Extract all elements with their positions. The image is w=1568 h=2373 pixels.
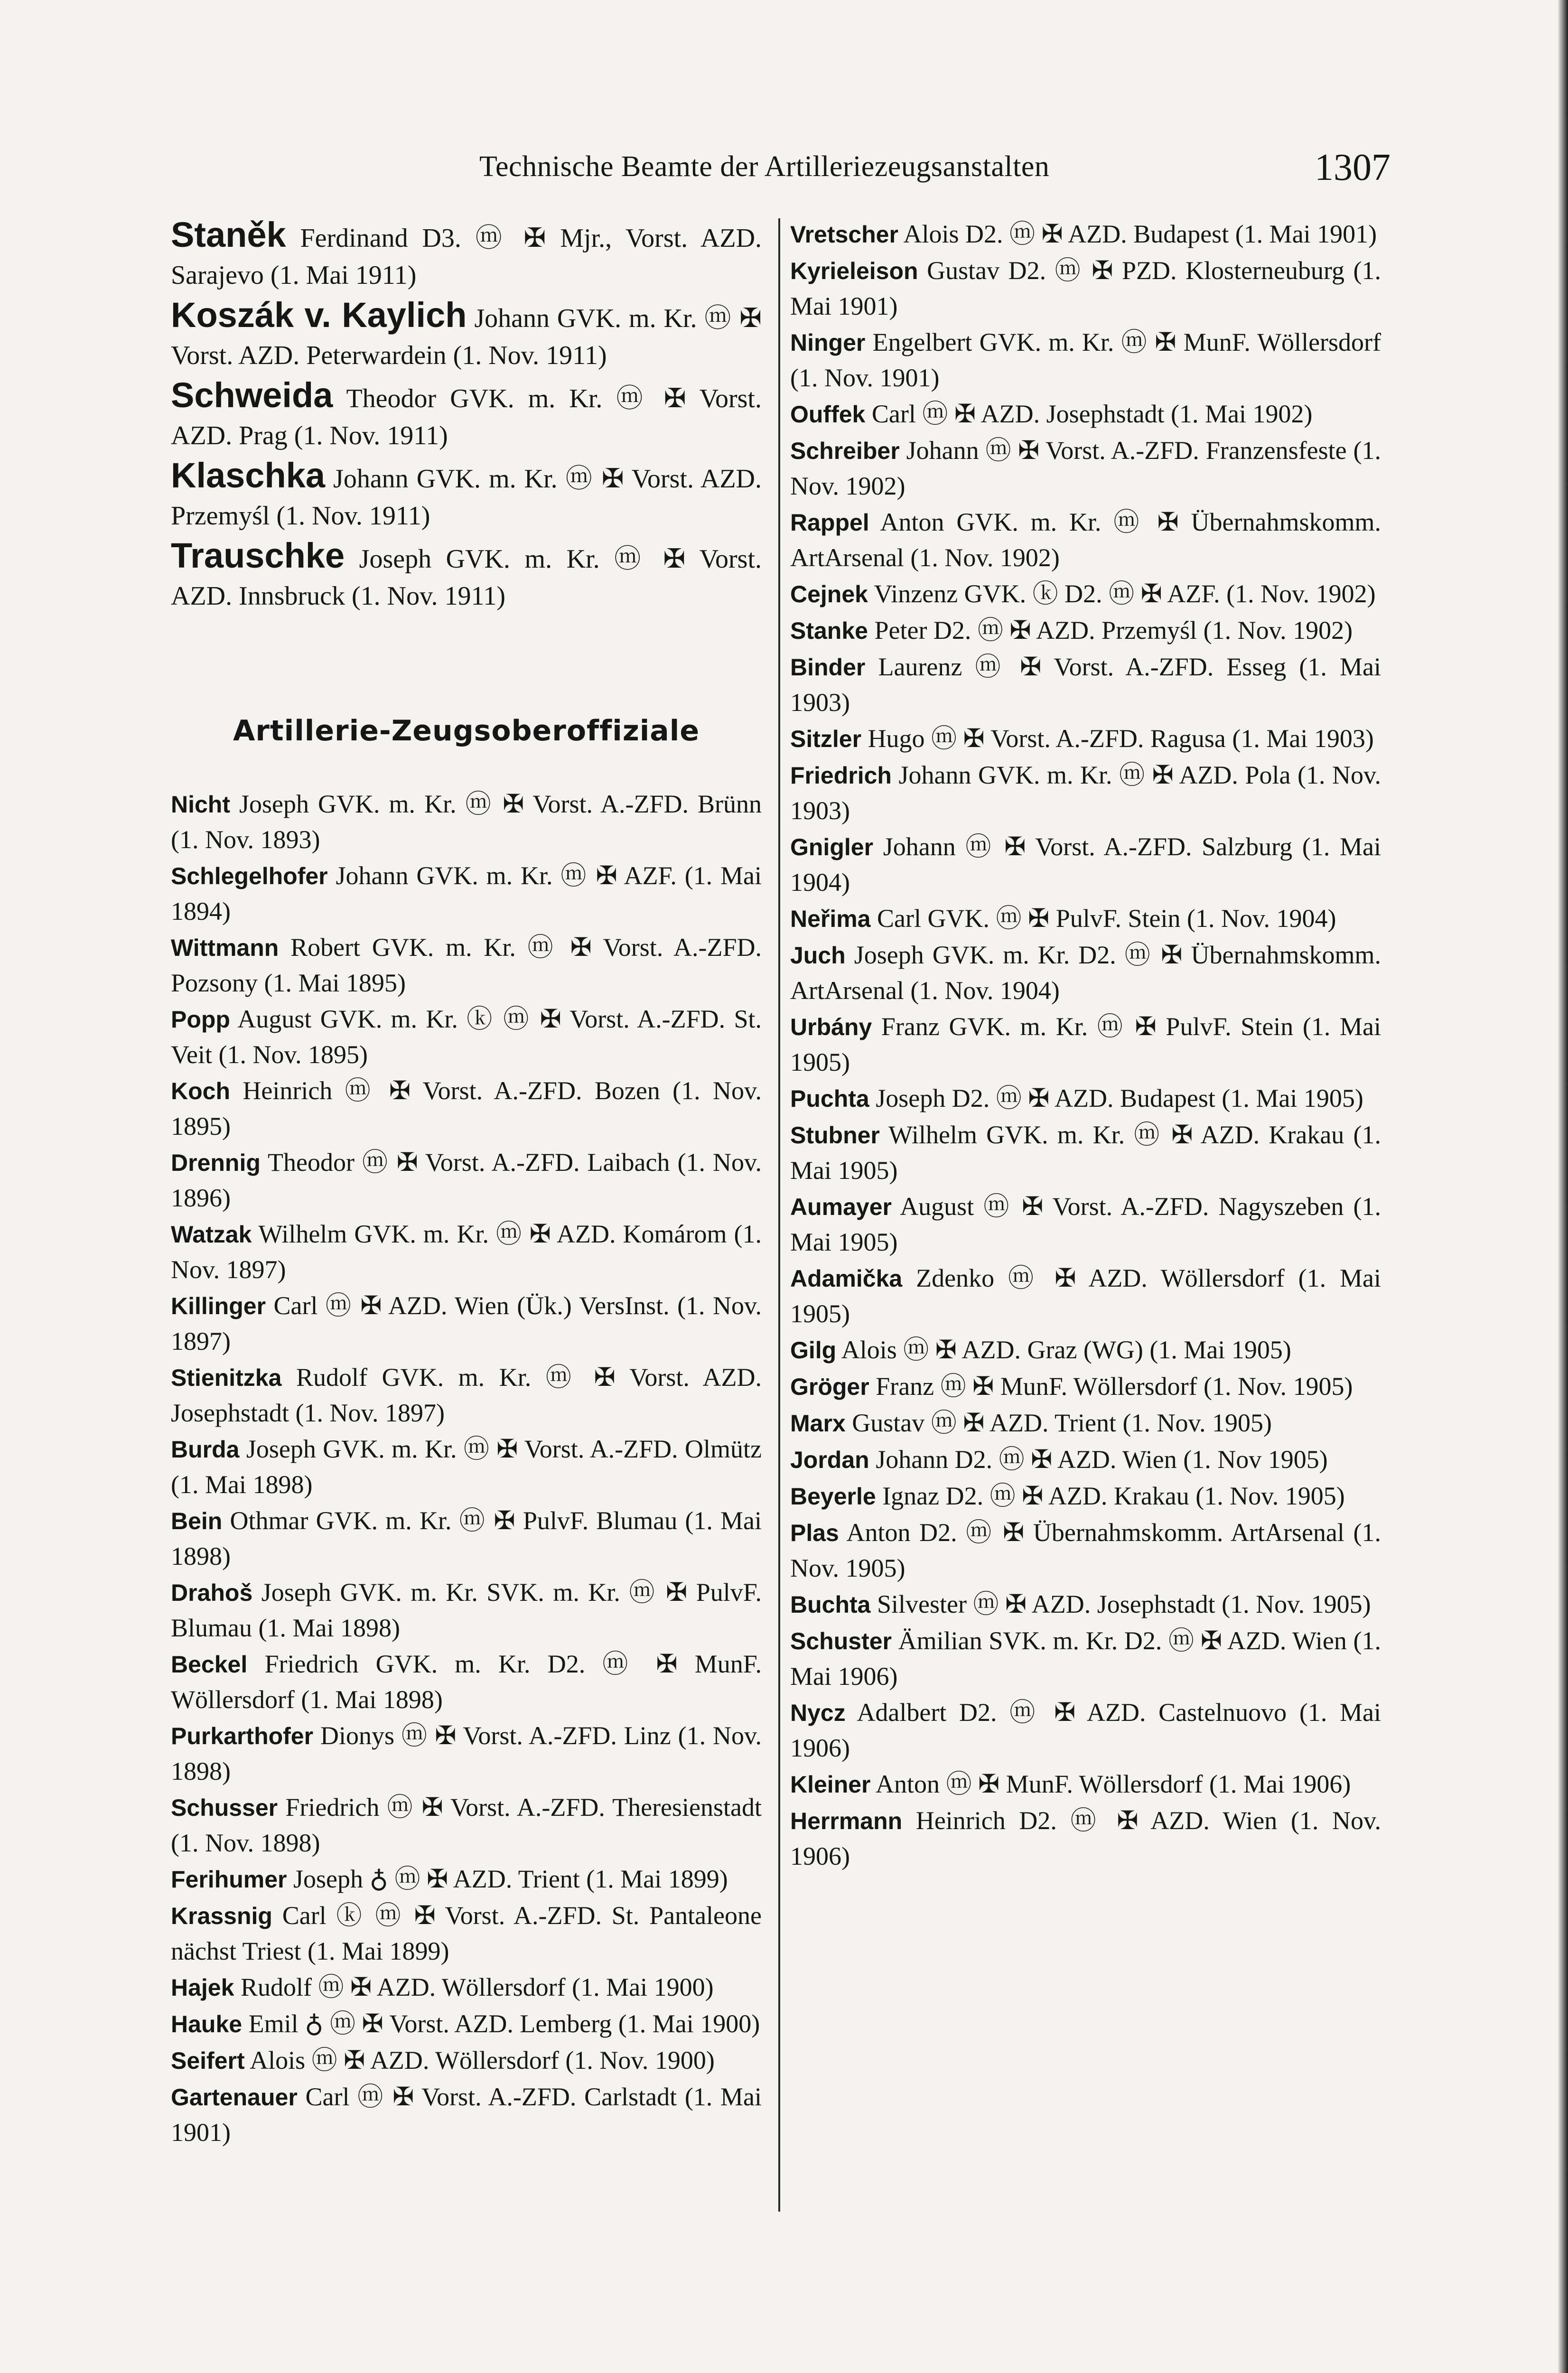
entry-details: Emil ♁ ⓜ ✠ Vorst. AZD. Lemberg (1. Mai 1900) <box>248 2009 760 2038</box>
list-item <box>171 1360 762 1430</box>
list-item <box>790 937 1381 1008</box>
column-divider <box>778 218 780 2212</box>
entry-surname: Nicht <box>171 791 230 818</box>
entry-details: Franz GVK. m. Kr. ⓜ ✠ PulvF. Stein (1. Mai 1905) <box>790 1012 1381 1076</box>
entry-surname: Kyrieleison <box>790 258 918 284</box>
entry-details: Joseph GVK. m. Kr. ⓜ ✠ Vorst. A.-ZFD. Brünn (1. Nov. 1893) <box>171 790 762 854</box>
left-top-entry-list <box>171 216 762 615</box>
list-item <box>790 613 1381 648</box>
list-item <box>790 253 1381 324</box>
entry-details: Ämilian SVK. m. Kr. D2. ⓜ ✠ AZD. Wien (1. Mai 1906) <box>790 1626 1381 1691</box>
list-item <box>171 1145 762 1215</box>
list-item <box>171 1575 762 1645</box>
list-item <box>790 829 1381 900</box>
list-item <box>790 576 1381 612</box>
list-item <box>171 1431 762 1502</box>
entry-surname: Urbány <box>790 1014 872 1040</box>
list-item <box>171 457 762 534</box>
entry-surname: Koch <box>171 1078 230 1104</box>
entry-surname: Bein <box>171 1508 223 1534</box>
entry-surname: Drennig <box>171 1149 261 1176</box>
entry-surname: Schweida <box>171 375 333 415</box>
entry-details: Zdenko ⓜ ✠ AZD. Wöllersdorf (1. Mai 1905) <box>790 1264 1381 1328</box>
list-item <box>790 1766 1381 1802</box>
list-item <box>790 1587 1381 1622</box>
entry-surname: Seifert <box>171 2047 245 2074</box>
entry-surname: Klaschka <box>171 456 325 495</box>
list-item <box>171 1288 762 1359</box>
entry-surname: Popp <box>171 1006 230 1033</box>
entry-details: Joseph GVK. m. Kr. ⓜ ✠ Vorst. A.-ZFD. Olmütz (1. Mai 1898) <box>171 1435 762 1499</box>
list-item <box>171 1861 762 1897</box>
entry-surname: Schusser <box>171 1794 278 1821</box>
entry-details: Anton GVK. m. Kr. ⓜ ✠ Übernahmskomm. ArtArsenal (1. Nov. 1902) <box>790 508 1381 572</box>
entry-details: Hugo ⓜ ✠ Vorst. A.-ZFD. Ragusa (1. Mai 1903) <box>868 724 1374 753</box>
list-item <box>171 1216 762 1287</box>
entry-surname: Herrmann <box>790 1808 903 1834</box>
entry-details: Alois ⓜ ✠ AZD. Graz (WG) (1. Mai 1905) <box>841 1336 1291 1364</box>
entry-surname: Adamička <box>790 1265 903 1292</box>
entry-details: Joseph GVK. m. Kr. ⓜ ✠ Vorst. AZD. Innsbruck (1. Nov. 1911) <box>171 544 762 611</box>
list-item <box>790 325 1381 395</box>
entry-details: Joseph GVK. m. Kr. SVK. m. Kr. ⓜ ✠ PulvF. Blumau (1. Mai 1898) <box>171 1578 762 1642</box>
entry-details: Ignaz D2. ⓜ ✠ AZD. Krakau (1. Nov. 1905) <box>882 1482 1345 1510</box>
list-item <box>171 1001 762 1072</box>
list-item <box>171 858 762 929</box>
list-item <box>171 786 762 857</box>
list-item <box>171 1073 762 1144</box>
entry-surname: Koszák v. Kaylich <box>171 295 467 335</box>
entry-details: Rudolf GVK. m. Kr. ⓜ ✠ Vorst. AZD. Josephstadt (1. Nov. 1897) <box>171 1363 762 1427</box>
entry-surname: Juch <box>790 942 846 969</box>
entry-surname: Stienitzka <box>171 1364 282 1391</box>
list-item <box>790 1695 1381 1766</box>
entry-details: Gustav D2. ⓜ ✠ PZD. Klosterneuburg (1. Mai 1901) <box>790 256 1381 320</box>
entry-surname: Hajek <box>171 1974 234 2001</box>
list-item <box>171 930 762 1000</box>
list-item <box>790 1442 1381 1477</box>
section-heading: Artillerie-Zeugsoberoffiziale <box>233 714 700 747</box>
entry-details: Anton ⓜ ✠ MunF. Wöllersdorf (1. Mai 1906) <box>876 1770 1351 1798</box>
entry-surname: Kleiner <box>790 1771 871 1798</box>
list-item <box>790 1515 1381 1586</box>
entry-details: Peter D2. ⓜ ✠ AZD. Przemyśl (1. Nov. 1902) <box>874 616 1353 645</box>
list-item <box>171 297 762 374</box>
entry-details: Laurenz ⓜ ✠ Vorst. A.-ZFD. Esseg (1. Mai 1903) <box>790 653 1381 717</box>
entry-surname: Trauschke <box>171 536 345 575</box>
entry-surname: Neřima <box>790 906 871 932</box>
entry-surname: Puchta <box>790 1085 869 1112</box>
entry-surname: Buchta <box>790 1591 871 1618</box>
entry-details: Adalbert D2. ⓜ ✠ AZD. Castelnuovo (1. Mai 1906) <box>790 1698 1381 1762</box>
entry-surname: Sitzler <box>790 726 862 752</box>
entry-surname: Drahoš <box>171 1579 253 1606</box>
list-item <box>171 2079 762 2150</box>
entry-surname: Beckel <box>171 1651 248 1678</box>
entry-surname: Gröger <box>790 1373 869 1400</box>
entry-details: Carl ⓜ ✠ AZD. Wien (Ük.) VersInst. (1. Nov. 1897) <box>171 1291 762 1355</box>
entry-surname: Aumayer <box>790 1194 892 1220</box>
list-item <box>790 1478 1381 1514</box>
entry-surname: Hauke <box>171 2011 243 2037</box>
entry-surname: Ouffek <box>790 401 866 428</box>
entry-surname: Gnigler <box>790 834 874 860</box>
entry-details: Rudolf ⓜ ✠ AZD. Wöllersdorf (1. Mai 1900) <box>240 1973 714 2001</box>
entry-details: Friedrich GVK. m. Kr. D2. ⓜ ✠ MunF. Wöllersdorf (1. Mai 1898) <box>171 1650 762 1714</box>
list-item <box>171 2006 762 2042</box>
list-item <box>790 757 1381 828</box>
entry-details: Vinzenz GVK. ⓚ D2. ⓜ ✠ AZF. (1. Nov. 1902) <box>874 579 1376 608</box>
entry-details: Johann GVK. m. Kr. ⓜ ✠ Vorst. AZD. Przemyśl (1. Nov. 1911) <box>171 464 762 531</box>
list-item <box>790 649 1381 720</box>
entry-details: Silvester ⓜ ✠ AZD. Josephstadt (1. Nov. 1905) <box>877 1590 1371 1618</box>
entry-surname: Cejnek <box>790 581 868 607</box>
entry-details: Heinrich D2. ⓜ ✠ AZD. Wien (1. Nov. 1906) <box>790 1806 1381 1870</box>
entry-details: Johann ⓜ ✠ Vorst. A.-ZFD. Salzburg (1. Mai 1904) <box>790 832 1381 897</box>
entry-details: Carl ⓚ ⓜ ✠ Vorst. A.-ZFD. St. Pantaleone nächst Triest (1. Mai 1899) <box>171 1901 762 1965</box>
right-entry-list <box>790 216 1381 1874</box>
entry-details: Anton D2. ⓜ ✠ Übernahmskomm. ArtArsenal (1. Nov. 1905) <box>790 1518 1381 1582</box>
list-item <box>790 1261 1381 1331</box>
entry-details: Carl GVK. ⓜ ✠ PulvF. Stein (1. Nov. 1904) <box>877 904 1336 933</box>
entry-surname: Staněk <box>171 215 286 254</box>
entry-surname: Stanke <box>790 617 868 644</box>
entry-surname: Plas <box>790 1520 839 1546</box>
entry-details: Gustav ⓜ ✠ AZD. Trient (1. Nov. 1905) <box>852 1409 1272 1437</box>
entry-details: Franz ⓜ ✠ MunF. Wöllersdorf (1. Nov. 1905) <box>876 1372 1353 1401</box>
list-item <box>790 1405 1381 1441</box>
entry-details: Ferdinand D3. ⓜ ✠ Mjr., Vorst. AZD. Sarajevo (1. Mai 1911) <box>171 224 762 290</box>
entry-details: Wilhelm GVK. m. Kr. ⓜ ✠ AZD. Komárom (1. Nov. 1897) <box>171 1220 762 1284</box>
entry-surname: Marx <box>790 1410 846 1437</box>
list-item <box>790 1189 1381 1260</box>
entry-details: Othmar GVK. m. Kr. ⓜ ✠ PulvF. Blumau (1. Mai 1898) <box>171 1506 762 1570</box>
list-item <box>171 1646 762 1717</box>
list-item <box>171 216 762 294</box>
entry-surname: Killinger <box>171 1293 266 1319</box>
entry-surname: Binder <box>790 654 866 681</box>
entry-details: Robert GVK. m. Kr. ⓜ ✠ Vorst. A.-ZFD. Pozsony (1. Mai 1895) <box>171 933 762 997</box>
entry-details: Johann ⓜ ✠ Vorst. A.-ZFD. Franzensfeste (1. Nov. 1902) <box>790 436 1381 500</box>
list-item <box>171 2043 762 2078</box>
left-column <box>171 216 762 2151</box>
list-item <box>790 216 1381 252</box>
entry-surname: Jordan <box>790 1447 869 1473</box>
entry-details: Engelbert GVK. m. Kr. ⓜ ✠ MunF. Wöllersdorf (1. Nov. 1901) <box>790 328 1381 392</box>
entry-surname: Beyerle <box>790 1483 876 1510</box>
list-item <box>790 1081 1381 1116</box>
entry-surname: Nycz <box>790 1700 846 1726</box>
entry-surname: Ninger <box>790 329 866 356</box>
entry-details: Johann GVK. m. Kr. ⓜ ✠ Vorst. AZD. Peterwardein (1. Nov. 1911) <box>171 304 762 370</box>
entry-surname: Gartenauer <box>171 2084 298 2111</box>
entry-details: Johann GVK. m. Kr. ⓜ ✠ AZF. (1. Mai 1894) <box>171 861 762 925</box>
list-item <box>790 433 1381 504</box>
list-item <box>171 1790 762 1860</box>
entry-details: Theodor GVK. m. Kr. ⓜ ✠ Vorst. AZD. Prag (1. Nov. 1911) <box>171 384 762 450</box>
entry-surname: Ferihumer <box>171 1866 287 1893</box>
entry-details: August GVK. m. Kr. ⓚ ⓜ ✠ Vorst. A.-ZFD. St. Veit (1. Nov. 1895) <box>171 1005 762 1069</box>
entry-details: Johann D2. ⓜ ✠ AZD. Wien (1. Nov 1905) <box>876 1445 1328 1474</box>
entry-surname: Burda <box>171 1436 240 1463</box>
entry-surname: Vretscher <box>790 221 898 248</box>
list-item <box>790 1623 1381 1694</box>
entry-details: Carl ⓜ ✠ AZD. Josephstadt (1. Mai 1902) <box>871 400 1313 428</box>
list-item <box>790 396 1381 432</box>
list-item <box>790 721 1381 757</box>
entry-surname: Friedrich <box>790 762 892 789</box>
list-item <box>790 1117 1381 1188</box>
list-item <box>171 1898 762 1969</box>
entry-surname: Watzak <box>171 1221 252 1248</box>
entry-details: Theodor ⓜ ✠ Vorst. A.-ZFD. Laibach (1. Nov. 1896) <box>171 1148 762 1212</box>
entry-surname: Gilg <box>790 1337 837 1364</box>
list-item <box>790 1369 1381 1404</box>
entry-details: Heinrich ⓜ ✠ Vorst. A.-ZFD. Bozen (1. Nov. 1895) <box>171 1076 762 1140</box>
entry-details: Joseph D2. ⓜ ✠ AZD. Budapest (1. Mai 1905) <box>876 1084 1363 1112</box>
entry-surname: Rappel <box>790 509 869 536</box>
list-item <box>171 377 762 454</box>
list-item <box>790 504 1381 575</box>
left-entry-list <box>171 786 762 2150</box>
entry-details: August ⓜ ✠ Vorst. A.-ZFD. Nagyszeben (1. Mai 1905) <box>790 1192 1381 1256</box>
entry-details: Alois D2. ⓜ ✠ AZD. Budapest (1. Mai 1901) <box>903 220 1377 248</box>
entry-surname: Krassnig <box>171 1903 272 1929</box>
list-item <box>790 1803 1381 1874</box>
entry-surname: Purkarthofer <box>171 1723 314 1749</box>
entry-surname: Stubner <box>790 1122 880 1149</box>
entry-surname: Wittmann <box>171 934 279 961</box>
list-item <box>790 1009 1381 1080</box>
list-item <box>171 1718 762 1789</box>
right-column <box>790 216 1381 1875</box>
entry-details: Joseph GVK. m. Kr. D2. ⓜ ✠ Übernahmskomm. ArtArsenal (1. Nov. 1904) <box>790 941 1381 1005</box>
list-item <box>790 1332 1381 1368</box>
list-item <box>171 1503 762 1574</box>
list-item <box>790 901 1381 936</box>
page-number: 1307 <box>1315 147 1391 188</box>
entry-details: Carl ⓜ ✠ Vorst. A.-ZFD. Carlstadt (1. Mai 1901) <box>171 2083 762 2147</box>
entry-details: Wilhelm GVK. m. Kr. ⓜ ✠ AZD. Krakau (1. Mai 1905) <box>790 1121 1381 1185</box>
entry-surname: Schreiber <box>790 438 900 464</box>
list-item <box>171 537 762 615</box>
entry-details: Alois ⓜ ✠ AZD. Wöllersdorf (1. Nov. 1900) <box>250 2046 715 2074</box>
entry-details: Friedrich ⓜ ✠ Vorst. A.-ZFD. Theresienstadt (1. Nov. 1898) <box>171 1793 762 1857</box>
running-header: Technische Beamte der Artilleriezeugsanstalten <box>479 150 1050 183</box>
entry-details: Johann GVK. m. Kr. ⓜ ✠ AZD. Pola (1. Nov. 1903) <box>790 761 1381 825</box>
entry-surname: Schuster <box>790 1628 892 1654</box>
scan-edge <box>1558 0 1568 2373</box>
entry-details: Joseph ♁ ⓜ ✠ AZD. Trient (1. Mai 1899) <box>293 1865 728 1893</box>
list-item <box>171 1970 762 2005</box>
entry-surname: Schlegelhofer <box>171 863 328 889</box>
entry-details: Dionys ⓜ ✠ Vorst. A.-ZFD. Linz (1. Nov. 1898) <box>171 1721 762 1785</box>
